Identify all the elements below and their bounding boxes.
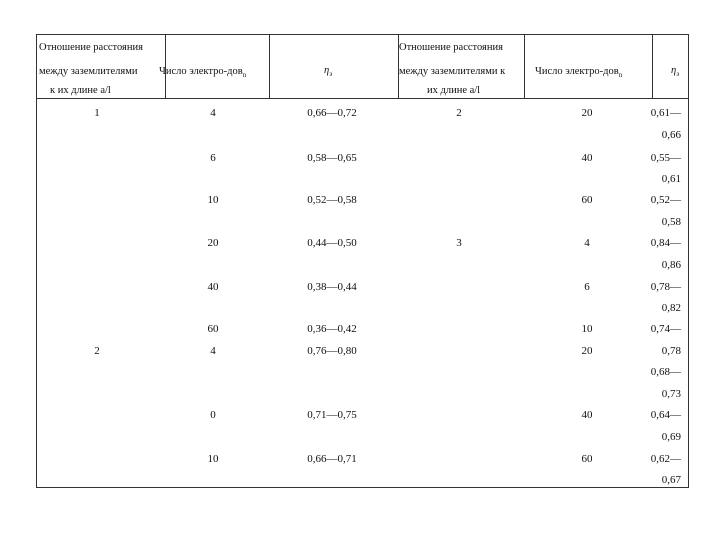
- eta-range-start: 0,78: [661, 345, 681, 357]
- header-count: Число электро-дов$_n$: [159, 66, 247, 80]
- ratio-value: 3: [456, 237, 462, 249]
- electrode-count: 40: [581, 409, 593, 421]
- eta-range: 0,44—0,50: [307, 237, 357, 249]
- header-ratio2-line2: между заземлителями к: [399, 66, 506, 77]
- electrode-count: 0: [210, 409, 216, 421]
- header-ratio-line2: между заземлителями: [39, 66, 138, 77]
- eta-range-start: 0,68—: [650, 366, 681, 378]
- header-ratio2-line3: их длине a/l: [427, 85, 481, 96]
- eta-range-start: 0,52—: [650, 194, 681, 206]
- electrode-count: 4: [584, 237, 590, 249]
- electrode-count: 40: [207, 281, 219, 293]
- header-divider: [652, 35, 653, 98]
- eta-range: 0,76—0,80: [307, 345, 357, 357]
- eta-range-start: 0,84—: [650, 237, 681, 249]
- header-ratio-line1: Отношение расстояния: [39, 42, 143, 53]
- eta-range: 0,71—0,75: [307, 409, 357, 421]
- eta-range-end: 0,58: [661, 216, 681, 228]
- electrode-count: 40: [581, 152, 593, 164]
- electrode-count: 4: [210, 107, 216, 119]
- header-eta: $\eta_э$: [324, 65, 333, 79]
- eta-range-start: 0,78—: [650, 281, 681, 293]
- eta-range: 0,58—0,65: [307, 152, 357, 164]
- eta-range: 0,52—0,58: [307, 194, 357, 206]
- eta-range-start: 0,62—: [650, 453, 681, 465]
- header-ratio-line3: к их длине a/l: [50, 85, 111, 96]
- header-count-2: Число электро-дов$_n$: [535, 66, 623, 80]
- header-eta-2: $\eta_э$: [671, 65, 680, 79]
- eta-range-end: 0,67: [661, 474, 681, 486]
- electrode-count: 10: [581, 323, 593, 335]
- eta-range-end: 0,73: [661, 388, 681, 400]
- eta-range-end: 0,61: [661, 173, 681, 185]
- eta-range-end: 0,69: [661, 431, 681, 443]
- electrode-count: 20: [207, 237, 219, 249]
- ratio-value: 2: [94, 345, 100, 357]
- header-ratio2-line1: Отношение расстояния: [399, 42, 503, 53]
- eta-range: 0,36—0,42: [307, 323, 357, 335]
- eta-range-start: 0,74—: [650, 323, 681, 335]
- eta-range-end: 0,86: [661, 259, 681, 271]
- eta-range: 0,66—0,71: [307, 453, 357, 465]
- eta-range: 0,66—0,72: [307, 107, 357, 119]
- electrode-count: 6: [210, 152, 216, 164]
- data-table: [36, 34, 689, 488]
- ratio-value: 1: [94, 107, 100, 119]
- electrode-count: 60: [207, 323, 219, 335]
- electrode-count: 10: [207, 453, 219, 465]
- eta-range-start: 0,64—: [650, 409, 681, 421]
- electrode-count: 60: [581, 453, 593, 465]
- electrode-count: 60: [581, 194, 593, 206]
- ratio-value: 2: [456, 107, 462, 119]
- eta-range-end: 0,82: [661, 302, 681, 314]
- eta-range-start: 0,55—: [650, 152, 681, 164]
- header-bottom-rule: [37, 98, 688, 99]
- electrode-count: 4: [210, 345, 216, 357]
- eta-range-end: 0,66: [661, 129, 681, 141]
- header-divider: [269, 35, 270, 98]
- electrode-count: 10: [207, 194, 219, 206]
- eta-range-start: 0,61—: [650, 107, 681, 119]
- eta-range: 0,38—0,44: [307, 281, 357, 293]
- electrode-count: 20: [581, 107, 593, 119]
- electrode-count: 20: [581, 345, 593, 357]
- header-divider: [524, 35, 525, 98]
- electrode-count: 6: [584, 281, 590, 293]
